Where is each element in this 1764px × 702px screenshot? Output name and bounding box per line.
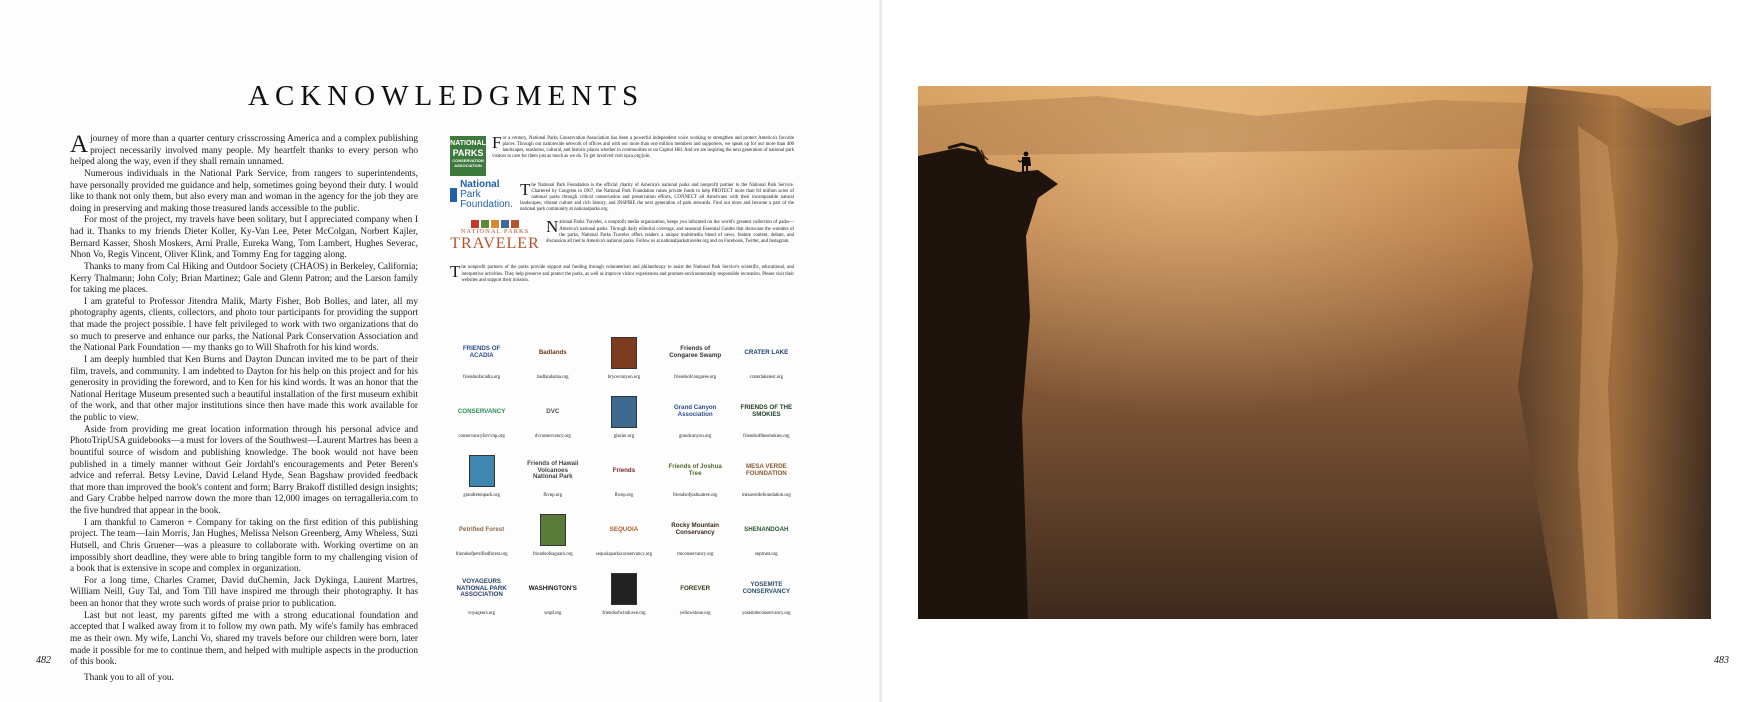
partners-note: The nonprofit partners of the parks provide support and funding through volunteerism and philanthropy to assist the National Park Service's scientific, educational, and interpretive activities. They help preserve and protect the parks, as well as improve visitor experiences and promote environmentally responsible recreation. Please visit their websites and support their mission. <box>450 262 794 283</box>
logo-url: rmconservancy.org <box>676 552 714 557</box>
logo-url: friendsofsaguaro.org <box>532 552 573 557</box>
partner-logo <box>596 452 652 490</box>
partner-logo <box>738 393 794 431</box>
logo-wordmark: MESA VERDE FOUNDATION <box>745 463 787 477</box>
logo-wordmark: Petrified Forest <box>458 525 505 533</box>
logo-line: NATIONAL <box>450 140 486 147</box>
partner-logo-cell <box>731 322 802 381</box>
logo-url: glacier.org <box>613 434 635 439</box>
partner-description: For a century, National Parks Conservation Association has been a powerful independent voice working to strengthen and protect America's favorite places. Through our nationwide network of offices and with our more than one million members and supporters, we speak up for our more than 400 landscapes, seashores, cultural, and historic places whether in communities or on Capitol Hill. And we are inspiring the next generation of national park visitors to care for them just as much as we do. To get involved visit npca.org/join. <box>492 133 794 160</box>
partner-logo <box>596 393 652 431</box>
logo-url: friendsofwindcave.org <box>602 611 646 616</box>
logo-url: yosemiteconservancy.org <box>742 611 791 616</box>
logo-line: Park Foundation. <box>460 189 513 210</box>
logo-url: bryceconyon.org <box>607 375 641 380</box>
partner-logo-cell <box>588 440 659 499</box>
partner-logo-cell <box>731 499 802 558</box>
logo-wordmark: Friends of Hawaii Volcanoes National Park <box>527 459 579 481</box>
page-number-right: 483 <box>1714 655 1729 666</box>
partner-logo <box>667 393 723 431</box>
drop-cap: F <box>492 133 502 152</box>
partner-logo <box>525 452 581 490</box>
npca-logo <box>450 136 486 176</box>
partner-logo-cell <box>517 499 588 558</box>
logo-url: snptrust.org <box>754 552 778 557</box>
partner-logo-cell <box>517 558 588 617</box>
logo-wordmark: DVC <box>546 407 560 415</box>
logo-url: wnpf.org <box>544 611 562 616</box>
partner-logo-cell <box>517 440 588 499</box>
partner-logo <box>667 570 723 608</box>
logo-line: CONSERVATION <box>452 158 484 163</box>
partner-logo-cell <box>588 499 659 558</box>
partner-logo-cell <box>660 322 731 381</box>
paragraph: Aside from providing me great location information through his personal advice and PhotoTripUSA guidebooks—a must for lovers of the Southwest—Laurent Martres has been a bountiful source of wisdom and publishing knowledge. The book would not have been published in a timely manner without Geir Jordahl's encouragements and Peter Beren's advice and referral. Betsy Levine, David Leland Hyde, Sean Bagshaw provided feedback that more than improved the book's content and form; Barry Brakoff distilled design insights; and Gary Crabbe helped narrow down the more than 12,000 images on terragalleria.com to the five hundred that appear in the book. <box>70 424 418 516</box>
partner-npf <box>450 179 794 213</box>
partner-logo <box>525 334 581 372</box>
partner-logo-cell <box>660 440 731 499</box>
logo-emblem-icon <box>540 514 566 546</box>
partner-logo <box>667 452 723 490</box>
partner-description: National Parks Traveler, a nonprofit media organization, keeps you informed on the world's greatest collection of parks—America's national parks. Through daily editorial coverage, and seasonal Essential Guides that showcase the wonders of the parks, National Parks Traveler offers readers a unique multimedia blend of news, feature content, debate, and discussion all tied to America's national parks. Follow us at nationalparkstraveler.org and on Facebook, Twitter, and Instagram. <box>546 217 794 244</box>
partner-logo <box>738 452 794 490</box>
logo-wordmark: WASHINGTON'S <box>528 584 577 592</box>
partner-organizations <box>450 133 794 284</box>
logo-wordmark: CRATER LAKE <box>744 348 789 356</box>
logo-url: yellowstone.org <box>679 611 711 616</box>
partner-logo-cell <box>588 322 659 381</box>
logo-wordmark: FOREVER <box>680 584 711 592</box>
logo-emblem-icon <box>611 396 637 428</box>
logo-emblem-icon <box>611 337 637 369</box>
logo-wordmark: Badlands <box>538 348 567 356</box>
partner-npca <box>450 133 794 176</box>
partner-logo-cell <box>446 440 517 499</box>
paragraph: For a long time, Charles Cramer, David duChemin, Jack Dykinga, Laurent Martres, William Neill, Guy Tal, and Tom Till have inspired me through their photography. It has been an honor that they wrote such words of praise prior to publication. <box>70 575 418 609</box>
paragraph: A journey of more than a quarter century crisscrossing America and a complex publishing project necessarily involved many people. My heartfelt thanks to every person who helped along the way, even if they shall remain unnamed. <box>70 131 418 168</box>
partner-logo <box>596 511 652 549</box>
partner-logo <box>667 511 723 549</box>
page-number-left: 482 <box>36 655 51 666</box>
logo-url: voyageurs.org <box>467 611 496 616</box>
partner-logo <box>738 511 794 549</box>
partner-logo <box>454 570 510 608</box>
logo-url: mesaverdefoundation.org <box>741 493 791 498</box>
logo-wordmark: Rocky Mountain Conservancy <box>671 522 720 536</box>
logo-wordmark: YOSEMITE CONSERVANCY <box>742 581 791 595</box>
partner-logo-cell <box>588 381 659 440</box>
logo-url: fhvnp.org <box>543 493 563 498</box>
partner-logo-cell <box>517 322 588 381</box>
logo-wordmark: CONSERVANCY <box>457 407 506 415</box>
logo-line: ASSOCIATION <box>454 163 482 168</box>
partner-traveler <box>450 217 794 258</box>
paragraph: Last but not least, my parents gifted me with a strong educational foundation and accepted that I walked away from it to follow my own path. My wife's family has embraced me as their own. My wife, Lanchi Vo, shared my travels before our children were born, later made it possible for me to continue them, and helped with multiple aspects in the production of this book. <box>70 610 418 668</box>
partner-logo-cell <box>446 322 517 381</box>
drop-cap: T <box>450 262 461 282</box>
partner-logo <box>738 334 794 372</box>
partner-logo-grid <box>446 322 802 617</box>
drop-cap: N <box>546 217 559 237</box>
partner-logo-cell <box>660 381 731 440</box>
logo-emblem-icon <box>469 455 495 487</box>
logo-url: craterlakeinst.org <box>749 375 784 380</box>
partner-logo <box>454 511 510 549</box>
logo-url: friendsofacadia.org <box>463 375 501 380</box>
logo-line: PARKS <box>452 148 484 158</box>
logo-wordmark: SHENANDOAH <box>744 525 789 533</box>
logo-url: grandtetonpark.org <box>463 493 500 498</box>
cliff-photograph <box>918 86 1711 619</box>
partner-logo-cell <box>731 558 802 617</box>
paragraph: I am grateful to Professor Jitendra Malik, Marty Fisher, Bob Bolles, and later, all my photography agents, clients, collectors, and photo tour participants for providing the support that made the project possible. I have felt privileged to work with two organizations that do so much to preserve and enhance our parks, the National Park Conservation Association and the National Park Foundation — my thanks go to Will Shafroth for his kind words. <box>70 296 418 354</box>
partner-logo-cell <box>446 381 517 440</box>
logo-wordmark: Grand Canyon Association <box>673 404 717 418</box>
page-title: ACKNOWLEDGMENTS <box>248 80 645 112</box>
partner-logo <box>454 334 510 372</box>
paragraph: Numerous individuals in the National Park Service, from rangers to superintendents, have personally provided me guidance and help, sometimes going beyond their duty. I would like to thank not only them, but also every man and woman in the agency for the job they are doing in preserving and making those treasured lands accessible to the public. <box>70 168 418 214</box>
partner-logo <box>525 511 581 549</box>
logo-wordmark: Friends of Congaree Swamp <box>669 345 722 359</box>
logo-url: fhvnp.org <box>614 493 634 498</box>
photo-scene <box>918 86 1711 619</box>
partner-logo <box>454 393 510 431</box>
logo-url: friendsofthesmokies.org <box>743 434 790 439</box>
partner-logo-cell <box>660 499 731 558</box>
partner-logo <box>738 570 794 608</box>
partner-logo <box>454 452 510 490</box>
logo-line: National <box>460 179 500 190</box>
partner-logo <box>596 570 652 608</box>
paragraph: Thanks to many from Cal Hiking and Outdoor Society (CHAOS) in Berkeley, California; Kerry Thalmann; John Coly; Brian Martinez; Gale and Glenn Patron; and the Larson family for taking me places. <box>70 261 418 296</box>
paragraph: For most of the project, my travels have been solitary, but I appreciated company when I had it. Thanks to my friends Dieter Koller, Ky-Van Lee, Peter McColgan, Norbert Kajler, Bernard Kasser, Shosh Moskers, Arni Pralle, Eureka Wang, Tom Lambert, Hughes Severac, Nhon Vo, Regis Vincent, Oliver Klink, and Tommy Eng for tagging along. <box>70 215 418 261</box>
partner-logo-cell <box>731 381 802 440</box>
arrowhead-icon <box>450 188 457 202</box>
closing-line: Thank you to all of you. <box>84 672 174 683</box>
logo-wordmark: VOYAGEURS NATIONAL PARK ASSOCIATION <box>456 577 507 599</box>
partner-logo <box>596 334 652 372</box>
paragraph: I am thankful to Cameron + Company for taking on the first edition of this publishing project. The team—Iain Morris, Jan Hughes, Melissa Nelson Greenberg, Amy Wheless, Suzi Hutsell, and Chris Gruener—was a pleasure to collaborate with. Working overtime on an impossibly short deadline, they were able to bring tangible form to my challenging vision of a book that is extensive in scope and complex in organization. <box>70 517 418 575</box>
partner-description: The National Park Foundation is the official charity of America's national parks and nonprofit partner to the National Park Service. Chartered by Congress in 1967, the National Park Foundation raises private funds to help PROTECT more than 84 million acres of national parks through critical conservation and preservation efforts, CONNECT all Americans with their incomparable natural landscapes, vibrant culture and rich history, and INSPIRE the next generation of park stewards. Find out more and become a part of the national park community at nationalparks.org. <box>520 180 794 213</box>
logo-line: TRAVELER <box>450 234 540 252</box>
partner-logo <box>525 393 581 431</box>
logo-url: friendsofpetrifiedforest.org <box>455 552 508 557</box>
partner-logo-cell <box>446 558 517 617</box>
partner-logo-cell <box>588 558 659 617</box>
logo-url: friendsofcongaree.org <box>674 375 717 380</box>
logo-url: dvconservancy.org <box>534 434 571 439</box>
partner-logo-cell <box>731 440 802 499</box>
partner-logo-cell <box>517 381 588 440</box>
logo-wordmark: SEQUOIA <box>609 525 639 533</box>
partner-logo-cell <box>446 499 517 558</box>
logo-wordmark: Friends of Joshua Tree <box>668 463 722 477</box>
landscape-icon <box>450 220 540 228</box>
logo-url: conservancyforcvnp.org <box>458 434 505 439</box>
drop-cap: T <box>520 180 531 199</box>
logo-emblem-icon <box>611 573 637 605</box>
drop-cap: A <box>70 131 89 158</box>
npf-logo <box>450 179 514 210</box>
logo-wordmark: Friends <box>612 466 636 474</box>
logo-wordmark: FRIENDS OF ACADIA <box>462 345 501 359</box>
partner-logo <box>667 334 723 372</box>
partner-logo <box>525 570 581 608</box>
logo-url: friendsofjoshuatree.org <box>672 493 718 498</box>
paragraph: I am deeply humbled that Ken Burns and Dayton Duncan invited me to be part of their film, travels, and community. I am indebted to Dayton for his help on this project and for his generosity in providing the foreword, and to Ken for his kind words. It was an honor that the National Heritage Museum presented such a beautiful installation of the first museum exhibit of the work, and that other major institutions since then have made this work available for the public to view. <box>70 354 418 423</box>
logo-url: sequoiaparksconservancy.org <box>595 552 653 557</box>
logo-wordmark: FRIENDS OF THE SMOKIES <box>740 404 793 418</box>
acknowledgments-body <box>70 131 418 684</box>
logo-url: grandcanyon.org <box>679 434 712 439</box>
partner-logo-cell <box>660 558 731 617</box>
logo-url: badlandsnha.org <box>537 375 569 380</box>
logo-line: NATIONAL PARKS <box>460 228 530 236</box>
traveler-logo <box>450 220 540 258</box>
